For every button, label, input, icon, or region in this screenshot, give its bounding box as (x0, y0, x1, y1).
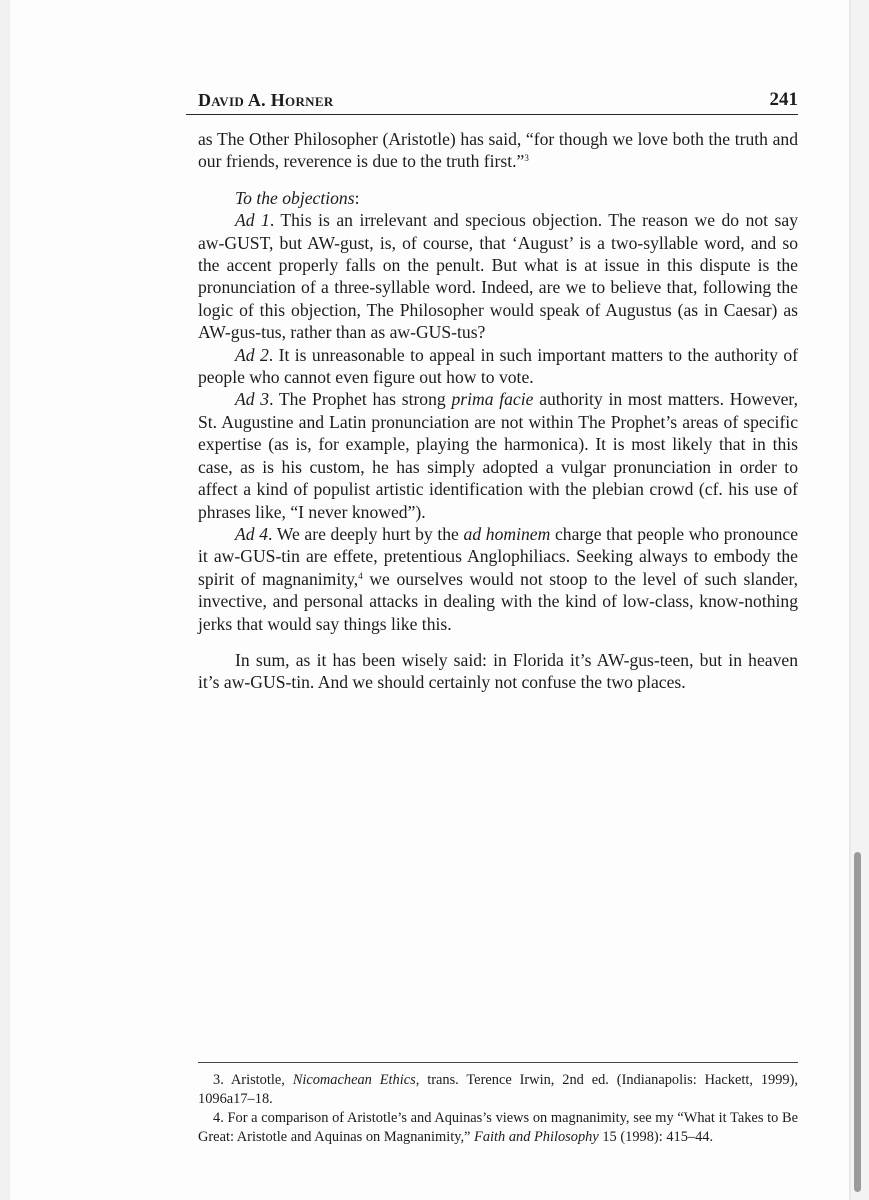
page-header (186, 88, 798, 115)
reply-ad-1 (198, 209, 798, 343)
footnote-ref-4[interactable]: 4 (358, 570, 363, 581)
quote-text: as The Other Philosopher (Aristotle) has said, “for though we love both the truth and our friends, reverence is due to the truth first.” (198, 129, 798, 172)
scrollbar-track[interactable] (851, 0, 869, 1200)
objections-heading-text: To the objections (235, 187, 355, 208)
reply-label: Ad 3 (235, 389, 270, 410)
paragraph-quote (198, 128, 798, 173)
reply-text: charge that people who pronounce it aw-GUS-tin are effete, pretentious Anglophiliacs. Seeking always to embody the spirit of magnanimity, (198, 523, 798, 589)
summary-paragraph: In sum, as it has been wisely said: in Florida it’s AW-gus-teen, but in heaven it’s aw-GUS-tin. And we should certainly not confuse the two places. (198, 649, 798, 693)
reply-text: . The Prophet has strong (269, 389, 452, 410)
footnote-3: 3. Aristotle, Nicomachean Ethics, trans. Terence Irwin, 2nd ed. (Indianapolis: Hackett, 1999), 1096a17–18. (198, 1072, 798, 1107)
reply-text: . It is unreasonable to appeal in such important matters to the authority of people who cannot even figure out how to vote. (198, 344, 798, 388)
footnotes (198, 1071, 798, 1147)
reply-text: . This is an irrelevant and specious objection. The reason we do not say aw-GUST, but AW-gust, is, of course, that ‘August’ is a two-syllable word, and so the accent properly falls on the penult. But what is at issue in this dispute is the pronunciation of a three-syllable word. Indeed, are we to believe that, following the logic of this objection, The Philosopher would speak of Augustus (as in Caesar) as AW-gus-tus, rather than as aw-GUS-tus? (198, 210, 798, 343)
reply-ad-3 (198, 388, 798, 522)
page-number: 241 (769, 89, 798, 110)
reply-text: authority in most matters. However, St. Augustine and Latin pronunciation are not within The Prophet’s areas of specific expertise (as is, for example, playing the harmonica). It is most likely that in this case, as is his custom, he has simply adopted a vulgar pronunciation in order to affect a kind of populist artistic identification with the plebian crowd (cf. his use of phrases like, “I never knowed”). (198, 389, 798, 522)
reply-label: Ad 4 (235, 523, 269, 544)
objections-heading: To the objections: (235, 187, 360, 208)
reply-ad-2 (198, 344, 798, 389)
reply-text: we ourselves would not stoop to the level of such slander, invective, and personal attacks in dealing with the kind of low-class, know-nothing jerks that would say things like this. (198, 568, 798, 634)
reply-emphasis: ad hominem (463, 523, 551, 544)
reply-text: . We are deeply hurt by the (268, 523, 464, 544)
footnote-title: Faith and Philosophy (474, 1129, 599, 1145)
footnote-4: 4. For a comparison of Aristotle’s and Aquinas’s views on magnanimity, see my “What it Takes to Be Great: Aristotle and Aquinas on Magnanimity,” Faith and Philosophy 15 (1998): 415–44. (198, 1110, 798, 1145)
reply-ad-4 (198, 523, 798, 635)
footnote-divider (198, 1062, 798, 1063)
reply-emphasis: prima facie (451, 389, 534, 410)
footnote-title: Nicomachean Ethics (292, 1072, 416, 1088)
document-page (10, 0, 849, 1200)
reply-label: Ad 2 (235, 344, 269, 365)
running-head: David A. Horner (198, 90, 334, 110)
footnote-ref-3[interactable]: 3 (524, 153, 529, 164)
scrollbar-thumb[interactable] (854, 852, 861, 1192)
reply-label: Ad 1 (235, 210, 270, 231)
body-text (198, 128, 798, 694)
